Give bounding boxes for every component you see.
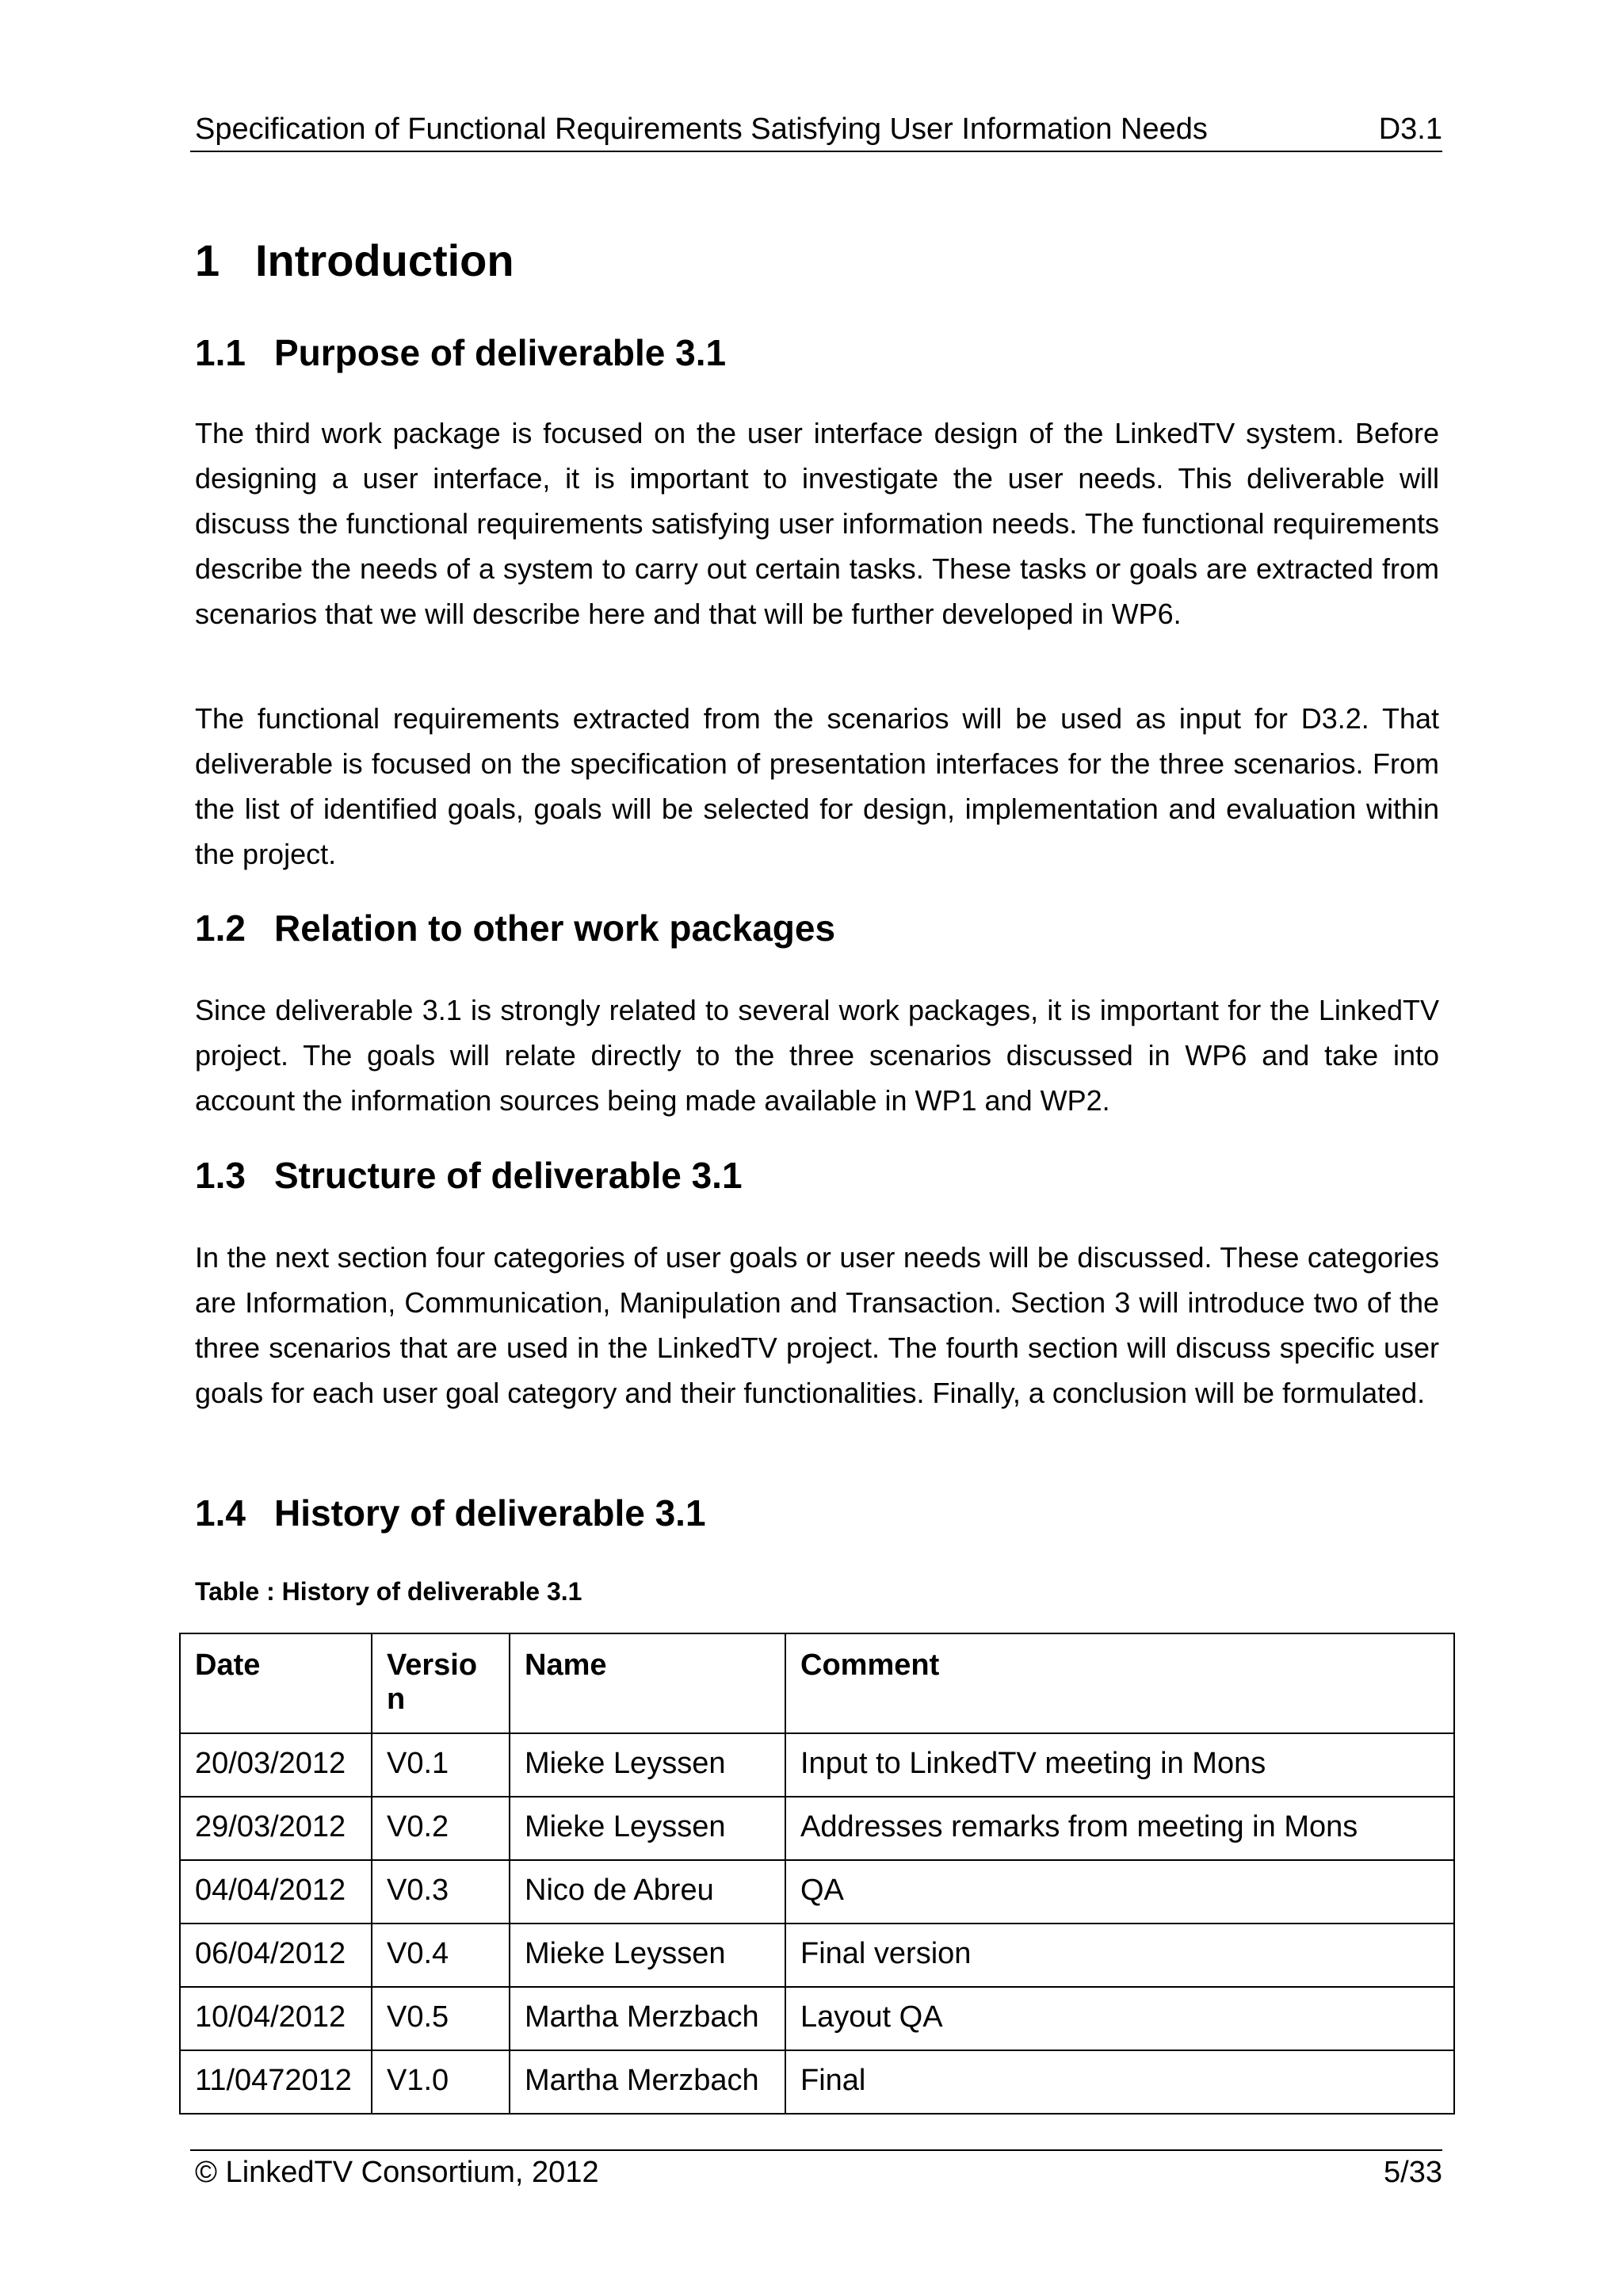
section-title: Introduction <box>255 235 514 285</box>
subsection-number: 1.2 <box>195 907 246 949</box>
cell-comment: Input to LinkedTV meeting in Mons <box>785 1733 1454 1797</box>
table-row <box>180 2050 1454 2114</box>
cell-version: V0.4 <box>372 1924 510 1987</box>
subsection-heading-structure <box>195 1154 743 1197</box>
subsection-title: Structure of deliverable 3.1 <box>274 1155 743 1196</box>
document-title: Specification of Functional Requirements Satisfying User Information Needs <box>195 113 1208 146</box>
table-header-row <box>180 1633 1454 1733</box>
cell-name: Martha Merzbach <box>510 2050 785 2114</box>
subsection-heading-history <box>195 1492 706 1534</box>
cell-comment: Layout QA <box>785 1987 1454 2050</box>
column-header-name: Name <box>510 1633 785 1733</box>
paragraph-purpose-2: The functional requirements extracted from the scenarios will be used as input for D3.2. That deliverable is focused on the specification of presentation interfaces for the three scenarios. From the list of identified goals, goals will be selected for design, implementation and evaluation within the project. <box>195 702 1439 870</box>
cell-date: 06/04/2012 <box>180 1924 372 1987</box>
table-row <box>180 1797 1454 1860</box>
subsection-number: 1.3 <box>195 1155 246 1196</box>
page-header <box>190 109 1442 152</box>
section-number: 1 <box>195 235 220 285</box>
history-table <box>179 1633 1455 2115</box>
cell-comment: Addresses remarks from meeting in Mons <box>785 1797 1454 1860</box>
subsection-title: History of deliverable 3.1 <box>274 1492 706 1534</box>
cell-name: Mieke Leyssen <box>510 1924 785 1987</box>
table-caption: Table : History of deliverable 3.1 <box>195 1577 582 1606</box>
paragraph-purpose-1: The third work package is focused on the user interface design of the LinkedTV system. Before designing a user interface, it is important to investigate the user needs. This deliverable will discuss the functional requirements satisfying user information needs. The functional requirements describe the needs of a system to carry out certain tasks. These tasks or goals are extracted from scenarios that we will describe here and that will be further developed in WP6. <box>195 417 1439 630</box>
table-row <box>180 1924 1454 1987</box>
cell-version: V0.2 <box>372 1797 510 1860</box>
cell-name: Nico de Abreu <box>510 1860 785 1924</box>
cell-date: 29/03/2012 <box>180 1797 372 1860</box>
subsection-number: 1.1 <box>195 332 246 373</box>
page-number: 5/33 <box>1384 2156 1442 2189</box>
page-footer <box>190 2149 1442 2189</box>
section-heading-introduction <box>195 235 514 286</box>
document-code: D3.1 <box>1378 113 1442 146</box>
cell-name: Martha Merzbach <box>510 1987 785 2050</box>
copyright-notice: © LinkedTV Consortium, 2012 <box>195 2156 599 2189</box>
paragraph-relation: Since deliverable 3.1 is strongly related to several work packages, it is important for the LinkedTV project. The goals will relate directly to the three scenarios discussed in WP6 and take into account the information sources being made available in WP1 and WP2. <box>195 994 1439 1117</box>
cell-name: Mieke Leyssen <box>510 1797 785 1860</box>
cell-comment: Final <box>785 2050 1454 2114</box>
subsection-heading-relation <box>195 907 835 949</box>
cell-comment: Final version <box>785 1924 1454 1987</box>
cell-date: 20/03/2012 <box>180 1733 372 1797</box>
column-header-comment: Comment <box>785 1633 1454 1733</box>
cell-date: 11/0472012 <box>180 2050 372 2114</box>
table-row <box>180 1987 1454 2050</box>
cell-version: V0.5 <box>372 1987 510 2050</box>
cell-date: 04/04/2012 <box>180 1860 372 1924</box>
cell-version: V0.3 <box>372 1860 510 1924</box>
table-row <box>180 1860 1454 1924</box>
cell-version: V0.1 <box>372 1733 510 1797</box>
cell-version: V1.0 <box>372 2050 510 2114</box>
paragraph-structure: In the next section four categories of user goals or user needs will be discussed. These categories are Information, Communication, Manipulation and Transaction. Section 3 will introduce two of the three scenarios that are used in the LinkedTV project. The fourth section will discuss specific user goals for each user goal category and their functionalities. Finally, a conclusion will be formulated. <box>195 1241 1439 1409</box>
subsection-title: Relation to other work packages <box>274 907 836 949</box>
subsection-title: Purpose of deliverable 3.1 <box>274 332 727 373</box>
subsection-heading-purpose <box>195 331 726 374</box>
cell-comment: QA <box>785 1860 1454 1924</box>
table-row <box>180 1733 1454 1797</box>
cell-date: 10/04/2012 <box>180 1987 372 2050</box>
column-header-version: Version <box>372 1633 510 1733</box>
subsection-number: 1.4 <box>195 1492 246 1534</box>
cell-name: Mieke Leyssen <box>510 1733 785 1797</box>
column-header-date: Date <box>180 1633 372 1733</box>
